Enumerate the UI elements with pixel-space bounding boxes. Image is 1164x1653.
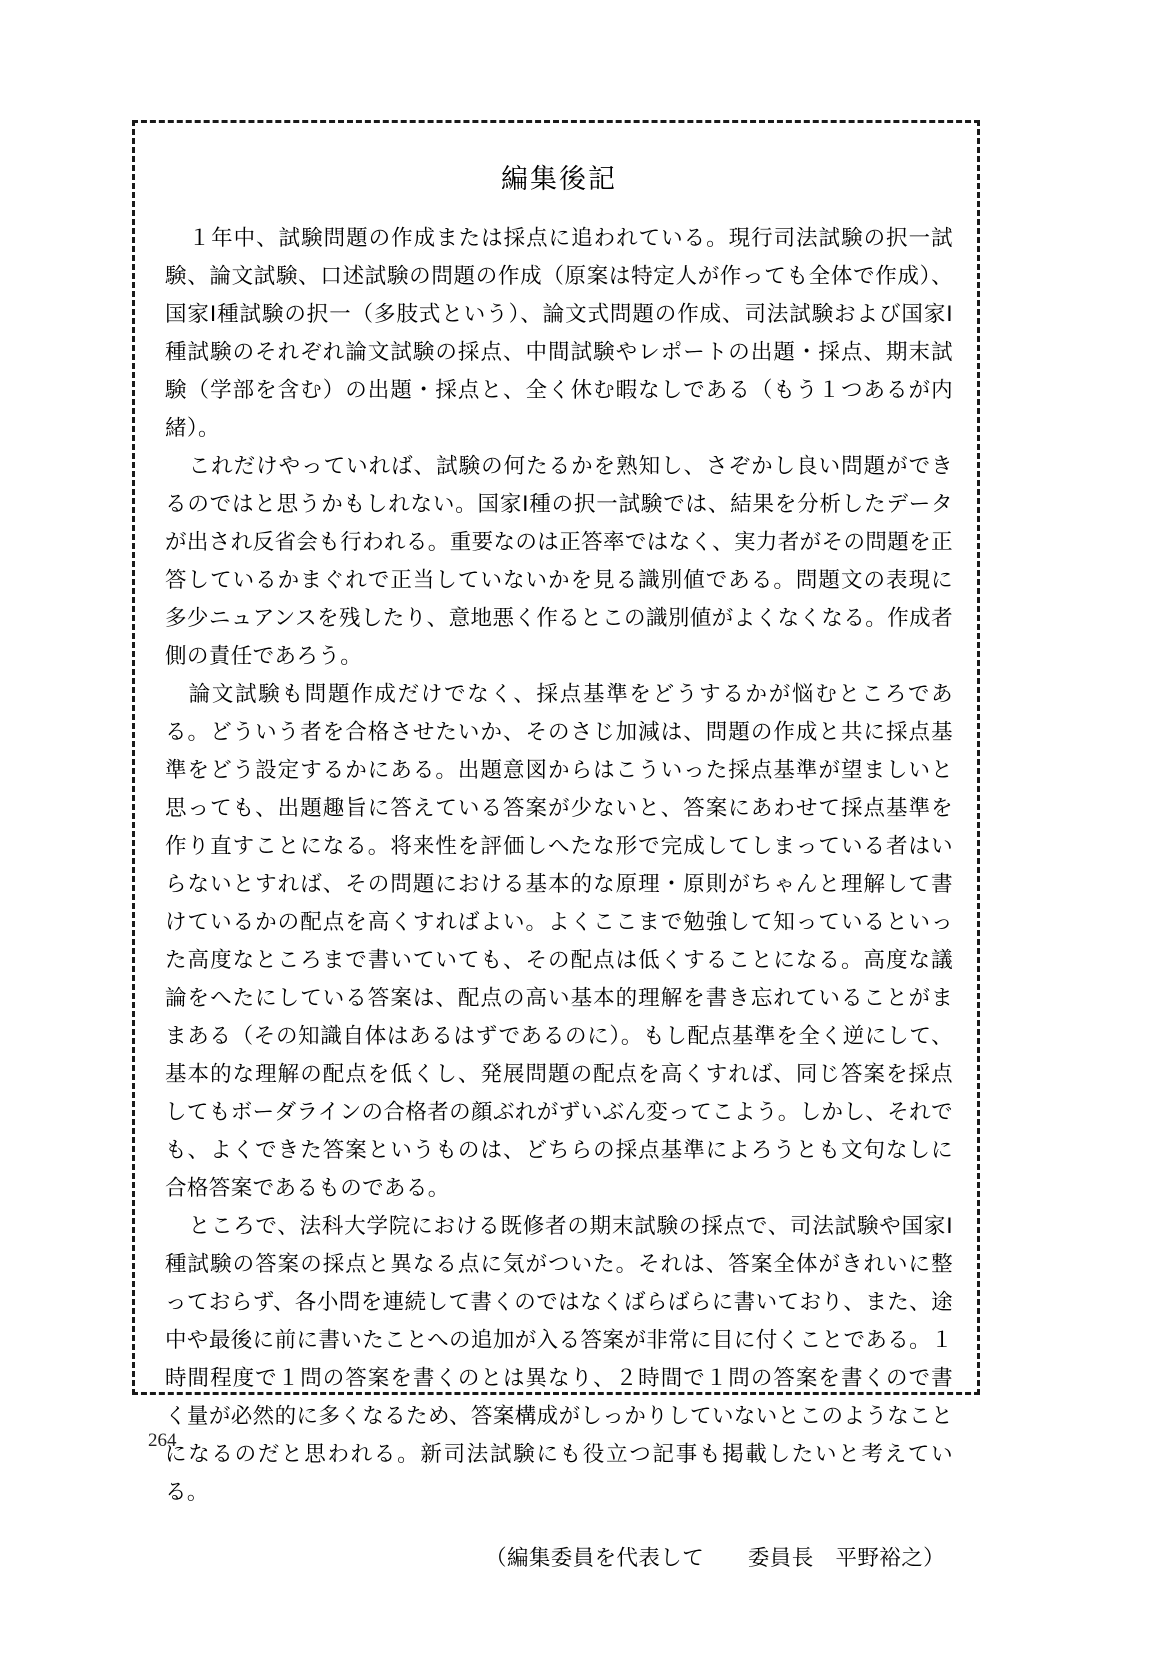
page-title: 編集後記 <box>501 164 617 195</box>
article-content <box>135 123 983 1578</box>
paragraph-3: 論文試験も問題作成だけでなく、採点基準をどうするかが悩むところである。どういう者を合格させたいか、そのさじ加減は、問題の作成と共に採点基準をどう設定するかにある。出題意図からはこういった採点基準が望ましいと思っても、出題趣旨に答えている答案が少ないと、答案にあわせて採点基準を作り直すことになる。将来性を評価しへたな形で完成してしまっている者はいらないとすれば、その問題における基本的な原理・原則がちゃんと理解して書けているかの配点を高くすればよい。よくここまで勉強して知っているといった高度なところまで書いていても、その配点は低くすることになる。高度な議論をへたにしている答案は、配点の高い基本的理解を書き忘れていることがままある（その知識自体はあるはずであるのに）。もし配点基準を全く逆にして、基本的な理解の配点を低くし、発展問題の配点を高くすれば、同じ答案を採点してもボーダラインの合格者の顔ぶれがずいぶん変ってこよう。しかし、それでも、よくできた答案というものは、どちらの採点基準によろうとも文句なしに合格答案であるものである。 <box>165 682 953 1201</box>
paragraph-4: ところで、法科大学院における既修者の期末試験の採点で、司法試験や国家Ⅰ種試験の答案の採点と異なる点に気がついた。それは、答案全体がきれいに整っておらず、各小問を連続して書くのではなくばらばらに書いており、また、途中や最後に前に書いたことへの追加が入る答案が非常に目に付くことである。１時間程度で１問の答案を書くのとは異なり、２時間で１問の答案を書くので書く量が必然的に多くなるため、答案構成がしっかりしていないとこのようなことになるのだと思われる。新司法試験にも役立つ記事も掲載したいと考えている。 <box>165 1214 953 1505</box>
paragraph-2: これだけやっていれば、試験の何たるかを熟知し、さぞかし良い問題ができるのではと思うかもしれない。国家Ⅰ種の択一試験では、結果を分析したデータが出され反省会も行われる。重要なのは正答率ではなく、実力者がその問題を正答しているかまぐれで正当していないかを見る識別値である。問題文の表現に多少ニュアンスを残したり、意地悪く作るとこの識別値がよくなくなる。作成者側の責任であろう。 <box>165 454 953 669</box>
signature-line: （編集委員を代表して 委員長 平野裕之） <box>485 1546 945 1571</box>
paragraph-1: １年中、試験問題の作成または採点に追われている。現行司法試験の択一試験、論文試験、口述試験の問題の作成（原案は特定人が作っても全体で作成）、国家Ⅰ種試験の択一（多肢式という）、論文式問題の作成、司法試験および国家Ⅰ種試験のそれぞれ論文試験の採点、中間試験やレポートの出題・採点、期末試験（学部を含む）の出題・採点と、全く休む暇なしである（もう１つあるが内緒）。 <box>165 226 953 441</box>
page-number: 264 <box>148 1430 177 1451</box>
